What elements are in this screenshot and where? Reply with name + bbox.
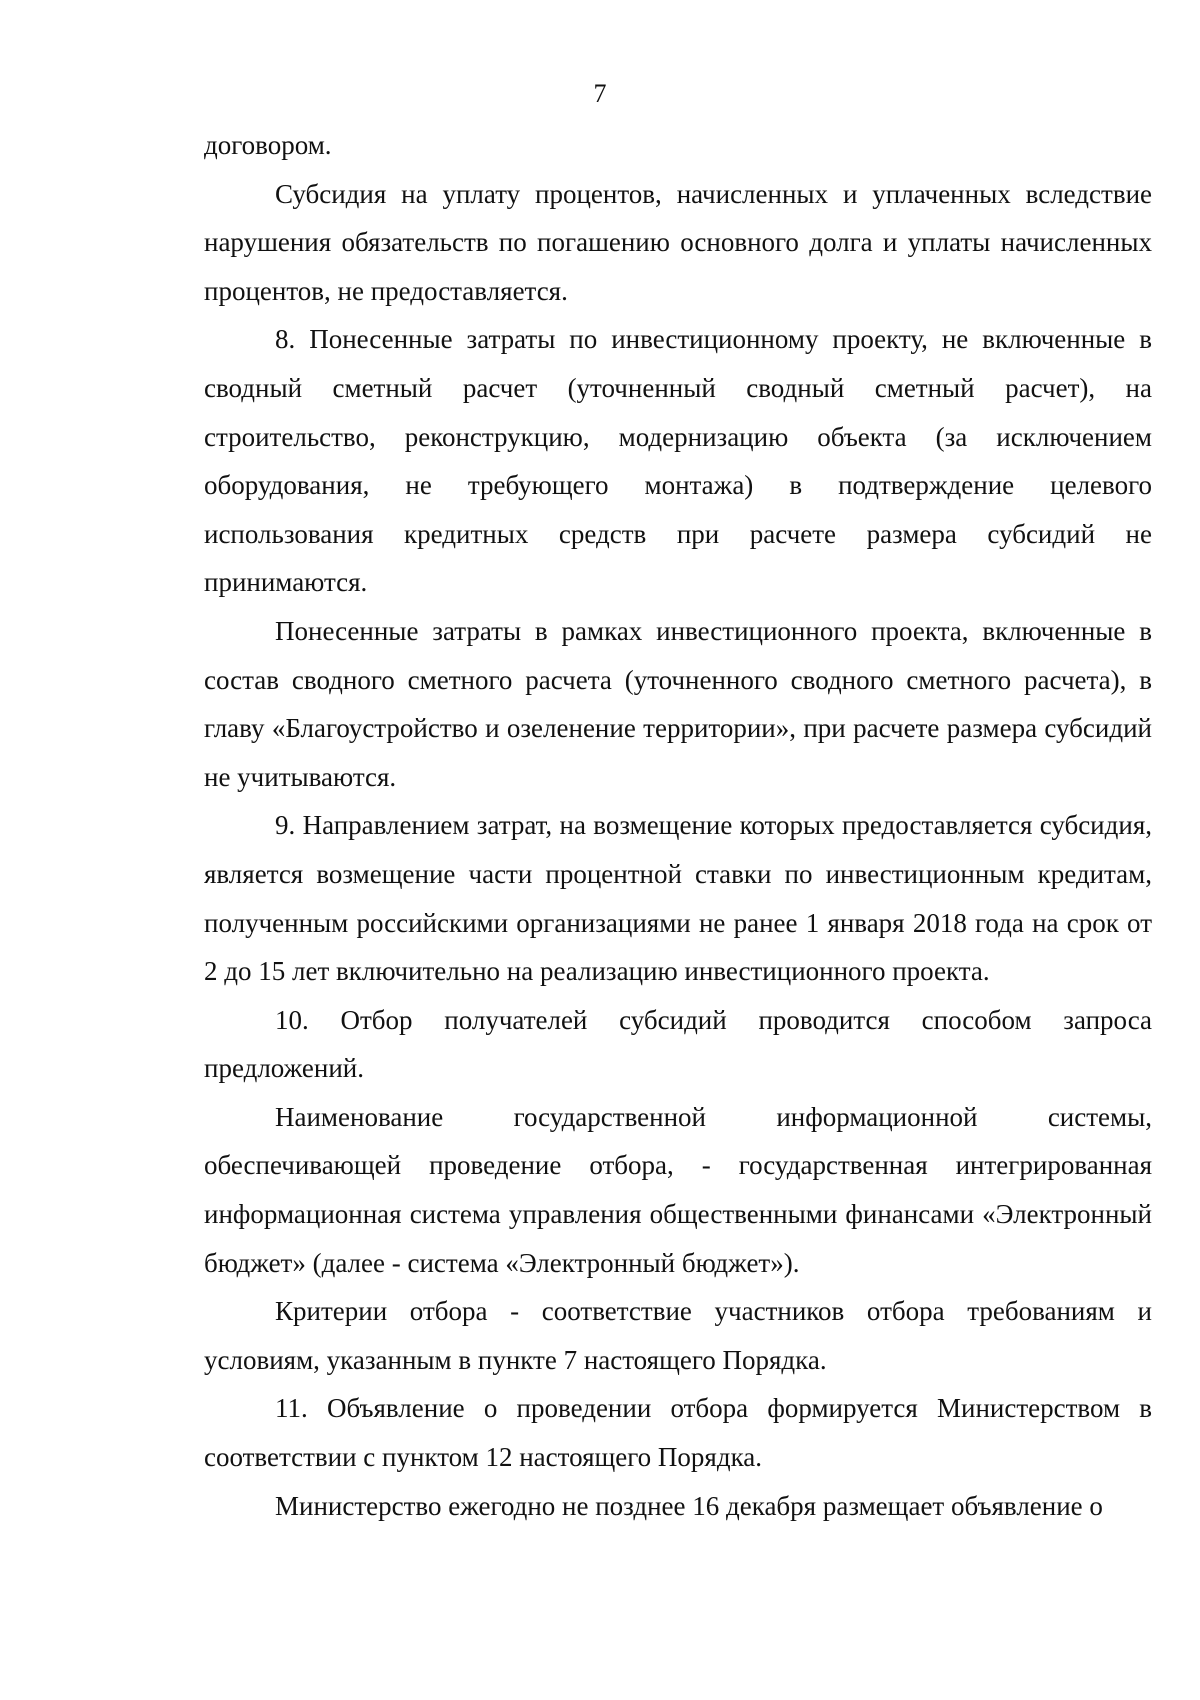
paragraph-item-9: 9. Направлением затрат, на возмещение которых предоставляется субсидия, является возмещение части процентной ставки по инвестиционным кредитам, полученным российскими организациями не ранее 1 января 2018 года на срок от 2 до 15 лет включительно на реализацию инвестиционного проекта. xyxy=(204,810,1152,987)
paragraph-information-system: Наименование государственной информационной системы, обеспечивающей проведение отбора, - государственная интегрированная информационная система управления общественными финансами «Электронный бюджет» (далее - система «Электронный бюджет»). xyxy=(204,1101,1152,1278)
paragraph-announcement-deadline: Министерство ежегодно не позднее 16 декабря размещает объявление о xyxy=(275,1490,1103,1521)
paragraph-item-8-landscaping: Понесенные затраты в рамках инвестиционного проекта, включенные в состав сводного сметного расчета (уточненного сводного сметного расчета), в главу «Благоустройство и озеленение территории», при расчете размера субсидий не учитываются. xyxy=(204,615,1152,792)
paragraph-item-10: 10. Отбор получателей субсидий проводится способом запроса предложений. xyxy=(204,1004,1152,1084)
paragraph-continuation: договором. xyxy=(204,130,332,160)
document-body xyxy=(204,121,1152,1530)
paragraph-subsidy-interest: Субсидия на уплату процентов, начисленных и уплаченных вследствие нарушения обязательств по погашению основного долга и уплаты начисленных процентов, не предоставляется. xyxy=(204,178,1152,306)
paragraph-item-11: 11. Объявление о проведении отбора формируется Министерством в соответствии с пунктом 12 настоящего Порядка. xyxy=(204,1393,1152,1473)
paragraph-selection-criteria: Критерии отбора - соответствие участников отбора требованиям и условиям, указанным в пункте 7 настоящего Порядка. xyxy=(204,1296,1152,1375)
paragraph-item-8: 8. Понесенные затраты по инвестиционному проекту, не включенные в сводный сметный расчет (уточненный сводный сметный расчет), на строительство, реконструкцию, модернизацию объекта (за исключением оборудования, не требующего монтажа) в подтверждение целевого использования кредитных средств при расчете размера субсидий не принимаются. xyxy=(204,324,1152,598)
page-number: 7 xyxy=(593,79,607,108)
